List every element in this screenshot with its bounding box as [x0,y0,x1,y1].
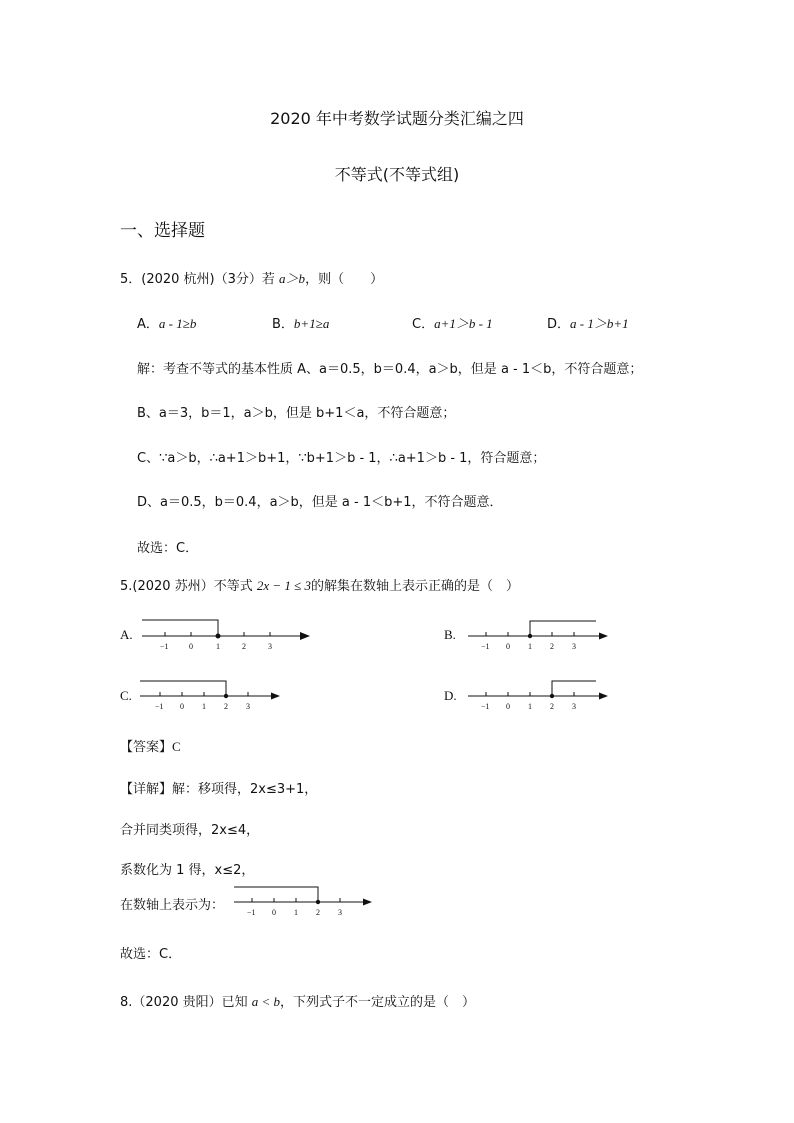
q2-tick-label: −1 [481,642,490,651]
q1-solution-line-1: 解：考查不等式的基本性质 A、a＝0.5，b＝0.4，a＞b，但是 a - 1＜b，不符合题意； [137,362,643,377]
q2-option-a-solid-point [216,634,221,639]
document-subtitle: 不等式(不等式组) [334,165,460,184]
q1-stem-suffix: ，则（ ） [305,272,384,287]
q2-stem-suffix: 的解集在数轴上表示正确的是（ ） [311,579,520,594]
q1-solution-line-2: B、a＝3，b＝1，a＞b，但是 b+1＜a，不符合题意； [137,406,456,421]
q1-option-b-expr: b+1≥a [293,316,330,331]
q2-tick-label: 3 [338,908,342,917]
q2-option-b-number-line [466,614,611,656]
q2-answer-value: C [172,739,181,754]
q2-option-b-label: B. [444,627,456,642]
q2-tick-label: −1 [160,642,169,651]
q1-solution-line-3: C、∵a＞b，∴a+1＞b+1，∵b+1＞b - 1，∴a+1＞b - 1，符合题意； [137,451,546,466]
q3-stem-math: a < b [251,994,281,1009]
q2-tick-label: 0 [272,908,276,917]
q2-detail-line-3: 系数化为 1 得，x≤2， [120,863,255,878]
q3-stem [120,991,475,1010]
q1-answer: 故选：C． [137,541,199,556]
q2-tick-label: 2 [316,908,320,917]
q2-answer [120,736,181,755]
q2-stem-math: 2x − 1 ≤ 3 [256,578,312,593]
q2-option-c-label: C. [120,688,132,703]
q2-tick-label: 1 [202,702,206,711]
q2-option-c-ticks [160,692,248,696]
q2-tick-label: 2 [550,702,554,711]
q2-detail-solution-ray [234,887,318,902]
q2-detail-text-1: 解：移项得，2x≤3+1， [172,782,318,797]
q2-detail-line-2: 合并同类项得，2x≤4， [120,823,260,838]
q2-tick-label: 1 [216,642,220,651]
q2-detail-ticks [252,898,340,902]
q1-stem-math: a＞b [279,271,306,286]
section-heading: 一、选择题 [120,221,205,241]
q2-option-b-solid-point [528,634,532,638]
q2-answer-label: 【答案】 [120,740,173,755]
q1-option-c [412,313,493,332]
q2-tick-label: 2 [224,702,228,711]
q2-tick-label: 0 [180,702,184,711]
document-title: 2020 年中考数学试题分类汇编之四 [270,109,524,128]
q2-tick-label: 0 [506,702,510,711]
q1-option-a-expr: a - 1≥b [158,316,197,331]
q2-detail-number-line [232,880,377,922]
q2-tick-label: 2 [550,642,554,651]
q2-option-a-number-line [140,614,315,656]
q2-tick-label: −1 [481,702,490,711]
q1-option-c-expr: a+1＞b - 1 [434,316,493,331]
q2-tick-label: 2 [242,642,246,651]
q1-option-d-label: D． [547,317,571,332]
q2-option-d-label: D. [444,688,457,703]
q2-detail-solid-point [316,900,320,904]
q1-solution-line-4: D、a＝0.5，b＝0.4，a＞b，但是 a - 1＜b+1，不符合题意． [137,495,503,510]
q2-stem-prefix: 5.(2020 苏州）不等式 [120,579,253,594]
q1-option-d-expr: a - 1＞b+1 [570,316,629,331]
q1-option-b [272,313,329,332]
q2-numberline-caption: 在数轴上表示为： [120,898,225,913]
q2-stem [120,575,519,594]
q1-option-a-label: A． [137,317,159,332]
q2-option-d-solid-point [550,694,554,698]
q2-tick-label: 3 [268,642,272,651]
q2-tick-label: 1 [294,908,298,917]
q2-tick-label: 0 [189,642,193,651]
q2-conclusion: 故选：C． [120,947,182,962]
q2-tick-label: 0 [506,642,510,651]
q2-tick-label: −1 [155,702,164,711]
q2-option-c-solution-ray [140,681,226,696]
q1-option-d [547,313,629,332]
q2-option-a-solution-ray [142,620,218,636]
q2-option-c-number-line [138,674,283,716]
q2-option-d-number-line [466,674,611,716]
q3-stem-prefix: 8.（2020 贵阳）已知 [120,995,248,1010]
q2-tick-label: 1 [528,642,532,651]
q2-tick-label: −1 [247,908,256,917]
q2-detail-line-1 [120,778,317,797]
q2-option-b-solution-ray [530,621,596,636]
q1-option-b-label: B． [272,317,294,332]
q2-tick-label: 3 [246,702,250,711]
q2-tick-label: 1 [528,702,532,711]
q3-stem-suffix: ，下列式子不一定成立的是（ ） [280,995,476,1010]
q1-option-a [137,313,196,332]
q2-option-c-solid-point [224,694,228,698]
q1-stem-prefix: 5．(2020 杭州)（3分）若 [120,272,275,287]
q1-option-c-label: C． [412,317,435,332]
q2-tick-label: 3 [572,642,576,651]
q2-detail-label: 【详解】 [120,782,173,797]
q2-tick-label: 3 [572,702,576,711]
q2-option-a-label: A. [120,627,133,642]
q2-option-d-ticks [486,692,574,696]
q1-stem [120,268,383,287]
